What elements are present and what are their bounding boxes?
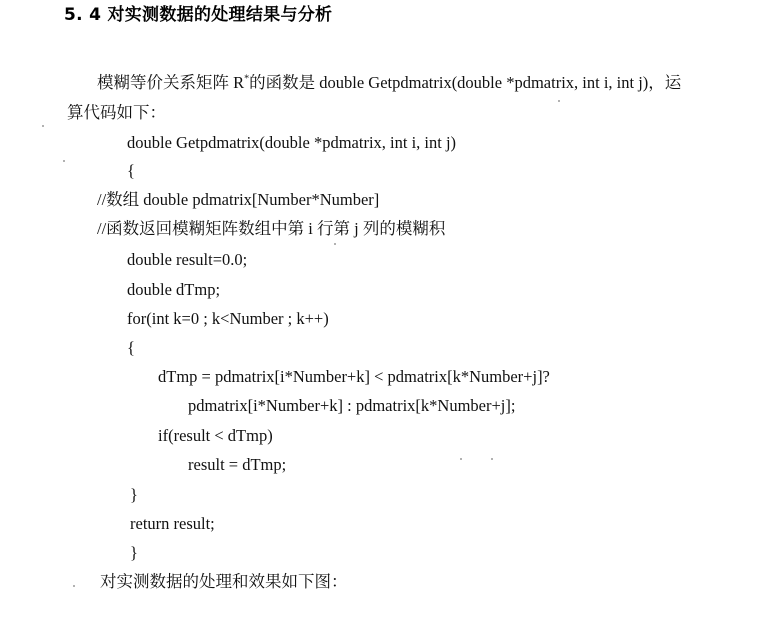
intro-paragraph-line-1 xyxy=(97,73,681,93)
scan-speck xyxy=(558,100,560,102)
closing-sentence: 对实测数据的处理和效果如下图： xyxy=(100,572,348,591)
scan-speck xyxy=(73,585,75,587)
code-line-ternary-values: pdmatrix[i*Number+k] : pdmatrix[k*Number+j]; xyxy=(188,396,516,415)
intro-paragraph-line-2: 算代码如下： xyxy=(67,103,166,122)
code-line-close-brace: } xyxy=(130,543,138,562)
code-line-comment-return: //函数返回模糊矩阵数组中第 i 行第 j 列的模糊积 xyxy=(97,219,446,238)
scan-speck xyxy=(63,160,65,162)
intro-text-after-superscript: 的函数是 double Getpdmatrix(double *pdmatrix, int i, int j)，运 xyxy=(249,73,682,92)
code-line-signature: double Getpdmatrix(double *pdmatrix, int i, int j) xyxy=(127,133,457,152)
code-line-open-brace: { xyxy=(127,161,135,180)
code-line-assign-result: result = dTmp; xyxy=(188,455,287,474)
code-line-comment-array: //数组 double pdmatrix[Number*Number] xyxy=(97,190,380,209)
code-line-loop-close-brace: } xyxy=(130,485,138,504)
scan-speck xyxy=(42,125,44,127)
code-line-dtmp-decl: double dTmp; xyxy=(127,280,221,299)
scan-speck xyxy=(334,243,336,245)
code-line-loop-open-brace: { xyxy=(127,338,135,357)
section-title: 5. 4 对实测数据的处理结果与分析 xyxy=(64,5,333,25)
scan-speck xyxy=(491,458,493,460)
scan-speck xyxy=(460,458,462,460)
intro-text-before-superscript: 模糊等价关系矩阵 R xyxy=(97,73,245,92)
code-line-for-loop: for(int k=0 ; k<Number ; k++) xyxy=(127,309,329,328)
code-line-result-init: double result=0.0; xyxy=(127,250,248,269)
code-line-ternary-condition: dTmp = pdmatrix[i*Number+k] < pdmatrix[k*Number+j]? xyxy=(158,367,550,386)
code-line-return: return result; xyxy=(130,514,215,533)
superscript-star: * xyxy=(244,73,250,85)
code-line-if: if(result < dTmp) xyxy=(158,426,273,445)
